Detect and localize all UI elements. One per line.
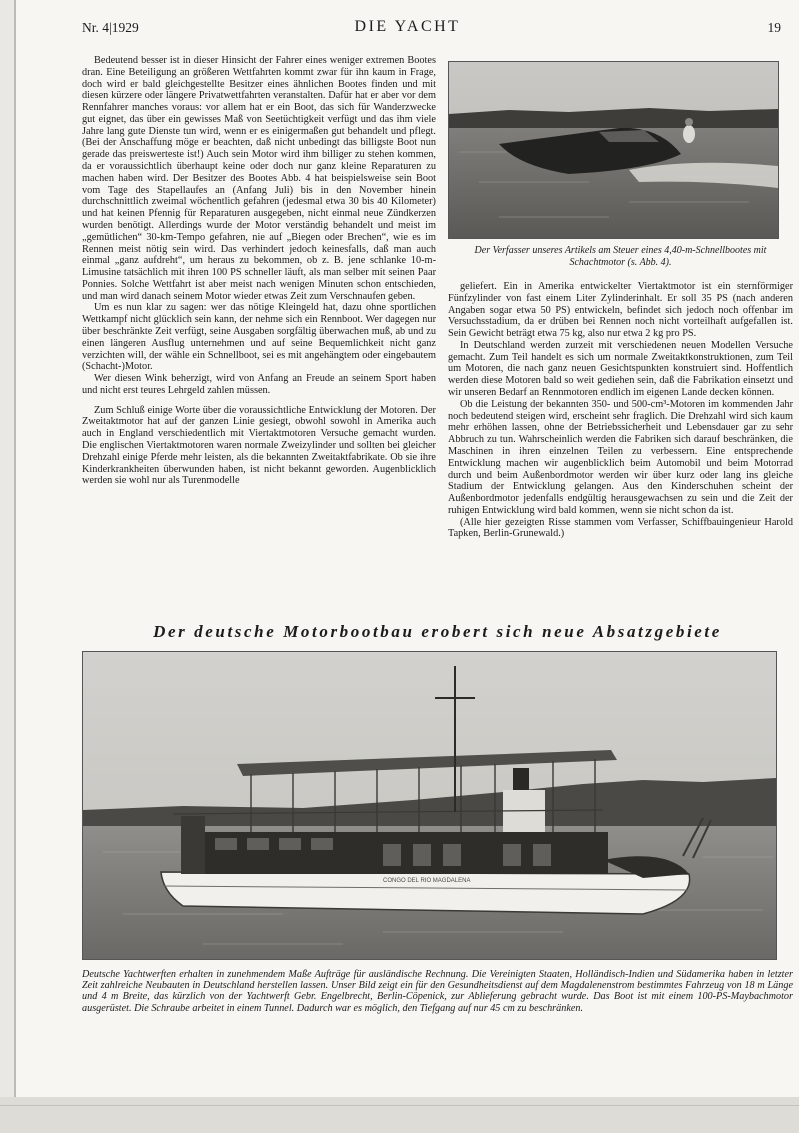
paragraph: In Deutschland werden zurzeit mit verschiedenen neuen Modellen Versuche gemacht. Zum Teil handelt es sich um normale Zweitaktkonstruktionen, zum Teil um Motoren, die nach ganz neuen Gesichtspunkten konstruiert sind. Hoffentlich werden diese Motoren bald so weit gediehen sein, daß die Fabrikation einsetzt und wir unseren Bedarf an Rennmotoren endlich im eigenen Lande decken können.	[448, 339, 793, 399]
page-bottom-margin	[0, 1097, 799, 1133]
paragraph: Um es nun klar zu sagen: wer das nötige Kleingeld hat, dazu ohne sportlichen Wettkampf nicht glücklich sein kann, der nehme sich ein Rennboot. Wer dagegen nur über beschränkte Zeit verfügt, seine Ausgaben sorgfältig überwachen muß, ab und zu einen längeren Ausflug unternehmen und auf seine Bequemlichkeit nicht ganz verzichten will, der wähle ein Schnellboot, sei es mit angehängtem oder eingebautem (Schacht-)Motor.	[82, 302, 436, 373]
paragraph: Bedeutend besser ist in dieser Hinsicht der Fahrer eines weniger extremen Bootes dran. Eine Beteiligung an größeren Wettfahrten kommt zwar für ihn kaum in Frage, doch wird er bald gleichgestellte Besitzer eines ähnlichen Bootes finden und mit diesen kürzere oder längere Privatwettfahrten veranstalten. Dafür hat er aber vor dem Rennfahrer manches voraus: vor allem hat er ein Boot, das sich für Wanderzwecke gut eignet, das über ein gewisses Maß von Seetüchtigkeit verfügt und das ihm viele Jahre lang gute Dienste tun wird, wenn er es einigermaßen gut behandelt und pflegt. (Bei der Anschaffung möge er beachten, daß nicht unbedingt das billigste Boot nun gerade das preiswerteste ist!) Auch sein Motor wird ihm billiger zu stehen kommen, da er voraussichtlich überhaupt keine oder doch nur ganz kleine Reparaturen zu machen haben wird. Der Besitzer des Bootes Abb. 4 hat beispielsweise sein Boot vom Tage des Stapellaufes an (Anfang Juli) bis in den November hinein durchschnittlich zweimal wöchentlich gefahren (jedesmal etwa 30 bis 40 Kilometer) und hat keinen Pfennig für Reparaturen ausgegeben, nicht einmal neue Zündkerzen wurden benötigt. Allerdings wurde der Motor verständig behandelt und meist im „gemütlichen“ 30-km-Tempo gefahren, nie auf „Biegen oder Brechen“, wie es im Rennen meist nötig sein wird. Das verhindert jedoch keinesfalls, daß man auch einmal „ganz aufdreht“, um heraus zu bekommen, ob z. B. jene schlanke 10-m-Limusine tatsächlich mit ihren 100 PS schneller läuft, als man selber mit seinen Paar Ponnies. Solche Wettfahrt ist aber meist nach wenigen Minuten schon entschieden, und man wird danach seinem Motor wieder etwas Zeit zum Verschnaufen geben.	[82, 55, 436, 302]
paragraph: geliefert. Ein in Amerika entwickelter Viertaktmotor ist ein sternförmiger Fünfzylinder von fast einem Liter Zylinderinhalt. Er soll 35 PS (nach anderen Angaben sogar etwa 50 PS) entwickeln, befindet sich jedoch noch offenbar im Versuchsstadium, da er drüben bei Rennen noch nicht vorteilhaft aufgefallen ist. Sein Gewicht beträgt etwa 75 kg, also nur etwa 2 kg pro PS.	[448, 281, 793, 340]
magazine-page	[16, 0, 799, 1097]
paragraph: Ob die Leistung der bekannten 350- und 500-cm³-Motoren im kommenden Jahr noch bedeutend steigen wird, erscheint sehr fraglich. Die Drehzahl wird sich kaum mehr erhöhen lassen, ohne der Betriebssicherheit und Lebensdauer gar zu sehr Abbruch zu tun. Wahrscheinlich werden die Fabriken sich darauf beschränken, die Maschinen in ihren einzelnen Teilen zu verbessern. Eine entsprechende Entwicklung machen wir augenblicklich beim Automobil und beim Motorrad durch und beim Außenbordmotor werden wir über kurz oder lang ins gleiche Stadium der Entwicklung gelangen. Aus den Kinderschuhen scheint der Außenbordmotor jedenfalls endgültig herausgewachsen zu sein und die Zeit der ruhigen Entwicklung wird bald kommen, wenn sie nicht schon da ist.	[448, 398, 793, 516]
river-vessel-photo-caption: Deutsche Yachtwerften erhalten in zunehmendem Maße Aufträge für ausländische Rechnung. Die Vereinigten Staaten, Holländisch-Indien und Südamerika haben in letzter Zeit zahlreiche Neubauten in Deutschland herstellen lassen. Unser Bild zeigt ein für den Gesundheitsdienst auf dem Magdalenenstrom bestimmtes Fahrzeug von 18 m Länge und 4 m Breite, das kürzlich von der Yachtwerft Gebr. Engelbrecht, Berlin-Cöpenick, zur Ablieferung gebracht wurde. Das Boot ist mit einem 100-PS-Maybachmotor ausgerüstet. Die Schraube arbeitet in einem Tunnel. Dadurch war es möglich, den Tiefgang auf nur 45 cm zu beschränken.	[82, 969, 793, 1014]
paragraph: (Alle hier gezeigten Risse stammen vom Verfasser, Schiffbauingenieur Harold Tapken, Berlin-Grunewald.)	[448, 516, 793, 540]
speedboat-photo-caption: Der Verfasser unseres Artikels am Steuer eines 4,40-m-Schnellbootes mit Schachtmotor (s. Abb. 4).	[474, 245, 767, 268]
paragraph: Zum Schluß einige Worte über die voraussichtliche Entwicklung der Motoren. Der Zweitaktmotor hat auf der ganzen Linie gesiegt, obwohl sowohl in Amerika auch auch in England verschiedentlich mit Viertaktmotoren Versuche gemacht wurden. Die englischen Viertaktmotoren waren normale Zweizylinder und sollten bei gleicher Drehzahl einige Pferde mehr leisten, als die bekannten Zweitaktfabrikate. Ob sie ihre Kinderkrankheiten überwunden haben, ist nicht bekannt geworden. Augenblicklich werden sie wohl nur als Turenmodelle	[82, 404, 436, 487]
issue-number: Nr. 4|1929	[82, 20, 139, 35]
divider	[0, 1105, 799, 1106]
section-headline: Der deutsche Motorbootbau erobert sich neue Absatzgebiete	[153, 622, 722, 641]
page-header	[16, 20, 799, 42]
river-vessel-photo	[82, 651, 777, 960]
page-number: 19	[767, 20, 781, 35]
speedboat-photo	[448, 61, 779, 239]
article-left-column	[82, 55, 436, 487]
paragraph: Wer diesen Wink beherzigt, wird von Anfang an Freude an seinem Sport haben und nicht erst teures Lehrgeld zahlen müssen.	[82, 373, 436, 396]
magazine-title: DIE YACHT	[354, 18, 461, 35]
article-right-column	[448, 281, 793, 540]
hull-lettering: CONGO DEL RIO MAGDALENA	[383, 878, 471, 884]
